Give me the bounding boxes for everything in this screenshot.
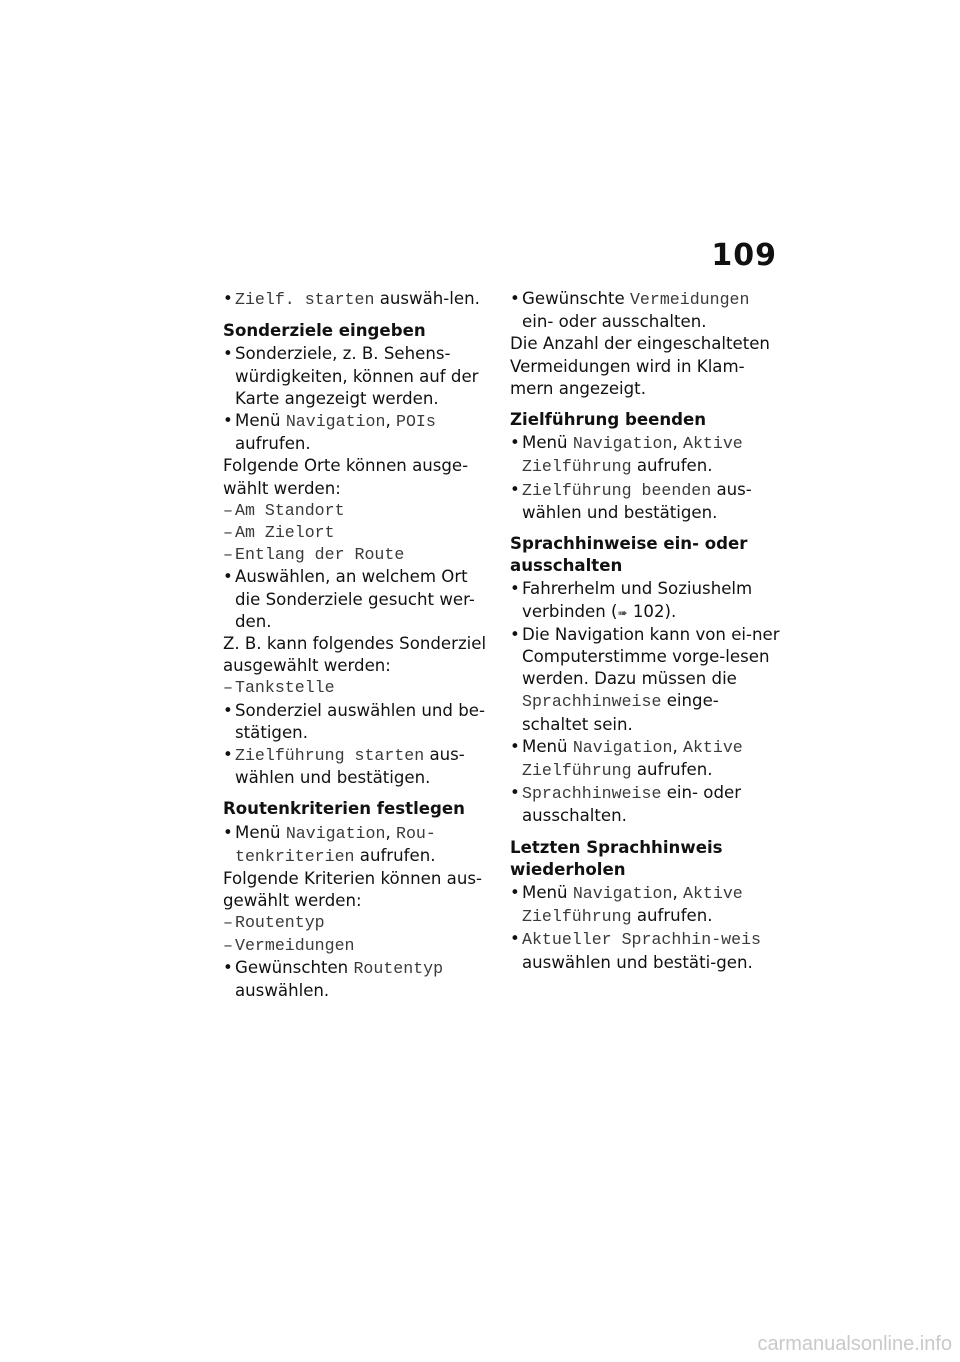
paragraph: Folgende Kriterien können aus-gewählt werden: (223, 869, 482, 911)
menu-term: Aktive Zielführung (522, 884, 743, 927)
menu-term: Sprachhinweise (522, 784, 662, 804)
text: Gewünschte (522, 289, 630, 308)
section-heading: Sprachhinweise ein- oder ausschalten (510, 534, 748, 576)
menu-term: Rou-tenkriterien (235, 823, 436, 866)
menu-term: Navigation (285, 412, 386, 432)
text: Menü (235, 411, 286, 431)
list-item: • Sonderziel auswählen und be-stätigen. (223, 700, 491, 744)
paragraph: Folgende Orte können ausge-wählt werden: (223, 456, 469, 498)
menu-term: Navigation (572, 434, 673, 454)
dash-item: – Vermeidungen (223, 935, 491, 957)
list-item (510, 288, 782, 333)
text: Gewünschten (235, 957, 354, 977)
menu-term: Zielführung starten (235, 746, 425, 766)
text: , (385, 411, 396, 431)
list-item (510, 578, 782, 623)
list-item (510, 782, 782, 827)
menu-term: Aktive Zielführung (522, 434, 743, 477)
text: aufrufen. (235, 434, 311, 454)
paragraph: Die Anzahl der eingeschalteten Vermeidungen wird in Klam-mern angezeigt. (510, 334, 770, 398)
list-item (510, 736, 782, 782)
paragraph: Z. B. kann folgendes Sonderziel ausgewählt werden: (223, 634, 487, 676)
list-item (223, 822, 491, 868)
list-item (223, 288, 491, 311)
text: auswäh-len. (374, 289, 480, 308)
right-column (510, 288, 782, 974)
text: , (672, 883, 683, 903)
list-item (223, 410, 491, 455)
text: auswählen und bestäti-gen. (522, 952, 753, 972)
dash-item: – Tankstelle (223, 677, 491, 699)
section-heading: Letzten Sprachhinweis wiederholen (510, 837, 723, 879)
left-column (223, 288, 491, 1002)
text: Menü (522, 433, 573, 453)
text: , (672, 433, 683, 453)
text: Die Navigation kann von ei-ner Computerstimme vorge-lesen werden. Dazu müssen die (522, 624, 780, 689)
list-item (223, 957, 491, 1002)
list-item (510, 928, 782, 973)
text: aufrufen. (631, 456, 713, 476)
menu-term: Routentyp (353, 958, 444, 978)
list-item: • Auswählen, an welchem Ort die Sonderziele gesucht wer-den. (223, 566, 491, 633)
text: auswählen. (235, 981, 330, 1001)
text: Menü (235, 822, 286, 842)
list-item (510, 882, 782, 928)
text: aus-wählen und bestätigen. (522, 479, 752, 522)
menu-term: Navigation (572, 737, 673, 757)
section-heading: Routenkriterien festlegen (223, 799, 465, 819)
menu-term: Navigation (285, 823, 386, 843)
dash-item: – Am Zielort (223, 522, 491, 544)
watermark: carmanualsonline.info (757, 1333, 952, 1355)
dash-item: – Routentyp (223, 912, 491, 934)
text: aufrufen. (354, 845, 436, 865)
text: Menü (522, 883, 573, 903)
list-item (510, 479, 782, 524)
text: ein- oder ausschalten. (522, 312, 707, 332)
text: , (672, 736, 683, 756)
text: aufrufen. (631, 906, 713, 926)
text: aus-wählen und bestätigen. (235, 745, 465, 788)
dash-item: – Am Standort (223, 500, 491, 522)
menu-term: Sprachhinweise (522, 692, 662, 712)
page-reference-arrow-icon: ➠ (617, 605, 628, 620)
text: aufrufen. (631, 760, 713, 780)
list-item (510, 432, 782, 478)
page-reference: 102). (627, 601, 677, 621)
text: Fahrerhelm und Soziushelm verbinden ( (522, 579, 753, 621)
text: Menü (522, 736, 573, 756)
dash-item: – Entlang der Route (223, 544, 491, 566)
list-item: • Sonderziele, z. B. Sehens-würdigkeiten, können auf der Karte angezeigt werden. (223, 343, 491, 410)
section-heading: Sonderziele eingeben (223, 321, 426, 341)
section-heading: Zielführung beenden (510, 410, 707, 430)
menu-term: Navigation (572, 884, 673, 904)
list-item (223, 744, 491, 789)
menu-term: POIs (396, 412, 436, 432)
text: ein- oder ausschalten. (522, 783, 742, 826)
menu-term: Aktueller Sprachhin-weis (522, 930, 761, 950)
list-item (510, 624, 782, 736)
menu-term: Vermeidungen (629, 290, 750, 309)
text: einge-schaltet sein. (522, 691, 719, 734)
menu-term: Zielführung beenden (522, 480, 712, 500)
text: , (385, 822, 396, 842)
menu-term: Zielf. starten (235, 290, 375, 309)
page-number: 109 (711, 238, 777, 273)
menu-term: Aktive Zielführung (522, 737, 743, 781)
